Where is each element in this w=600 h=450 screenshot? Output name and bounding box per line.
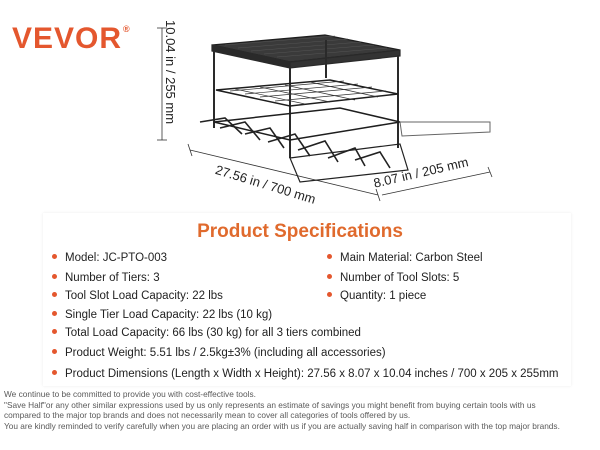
width-dimension-label: 8.07 in / 205 mm	[372, 154, 470, 191]
length-dimension-label: 27.56 in / 700 mm	[213, 162, 318, 207]
height-dimension-label: 10.04 in / 255 mm	[163, 20, 178, 125]
spec-text: Main Material: Carbon Steel	[340, 252, 483, 264]
spec-text: Product Dimensions (Length x Width x Height): 27.56 x 8.07 x 10.04 inches / 700 x 205 x 255mm	[65, 368, 559, 380]
spec-text: Single Tier Load Capacity: 22 lbs (10 kg)	[65, 309, 273, 321]
spec-item	[52, 347, 386, 359]
bullet-icon	[52, 370, 57, 375]
bullet-icon	[327, 292, 332, 297]
spec-text: Number of Tool Slots: 5	[340, 272, 460, 284]
bullet-icon	[52, 254, 57, 259]
disclaimer-text	[4, 389, 598, 431]
disclaimer-line: "Save Half"or any other similar expressions used by us only represents an estimate of savings you might benefit from buying certain tools with us	[4, 399, 536, 410]
registered-mark: ®	[123, 24, 131, 34]
bullet-icon	[52, 292, 57, 297]
spec-item	[52, 290, 223, 302]
spec-item	[327, 252, 483, 264]
spec-text: Quantity: 1 piece	[340, 290, 427, 302]
spec-text: Number of Tiers: 3	[65, 272, 160, 284]
bullet-icon	[52, 311, 57, 316]
spec-item	[52, 309, 272, 321]
disclaimer-line: You are kindly reminded to verify carefully when you are placing an order with us if you are actually saving half in comparison with the top major brands.	[4, 420, 560, 431]
specifications-title: Product Specifications	[197, 221, 403, 242]
spec-text: Product Weight: 5.51 lbs / 2.5kg±3% (including all accessories)	[65, 347, 386, 359]
spec-item	[52, 252, 167, 264]
spec-text: Model: JC-PTO-003	[65, 252, 168, 264]
bullet-icon	[52, 274, 57, 279]
spec-item	[327, 290, 426, 302]
spec-text: Total Load Capacity: 66 lbs (30 kg) for all 3 tiers combined	[65, 327, 361, 339]
spec-item	[52, 272, 160, 284]
bullet-icon	[327, 274, 332, 279]
disclaimer-line: We continue to be committed to provide you with cost-effective tools.	[4, 389, 256, 399]
spec-text: Tool Slot Load Capacity: 22 lbs	[65, 290, 223, 302]
bullet-icon	[52, 329, 57, 334]
spec-item	[52, 327, 361, 339]
bullet-icon	[327, 254, 332, 259]
disclaimer-line: compared to the major top brands and does not necessarily mean to cover all categories of tools offered by us.	[4, 410, 411, 421]
bullet-icon	[52, 349, 57, 354]
spec-item	[52, 368, 558, 380]
spec-item	[327, 272, 459, 284]
vevor-logo	[12, 22, 131, 56]
logo-text: VEVOR	[12, 22, 123, 55]
